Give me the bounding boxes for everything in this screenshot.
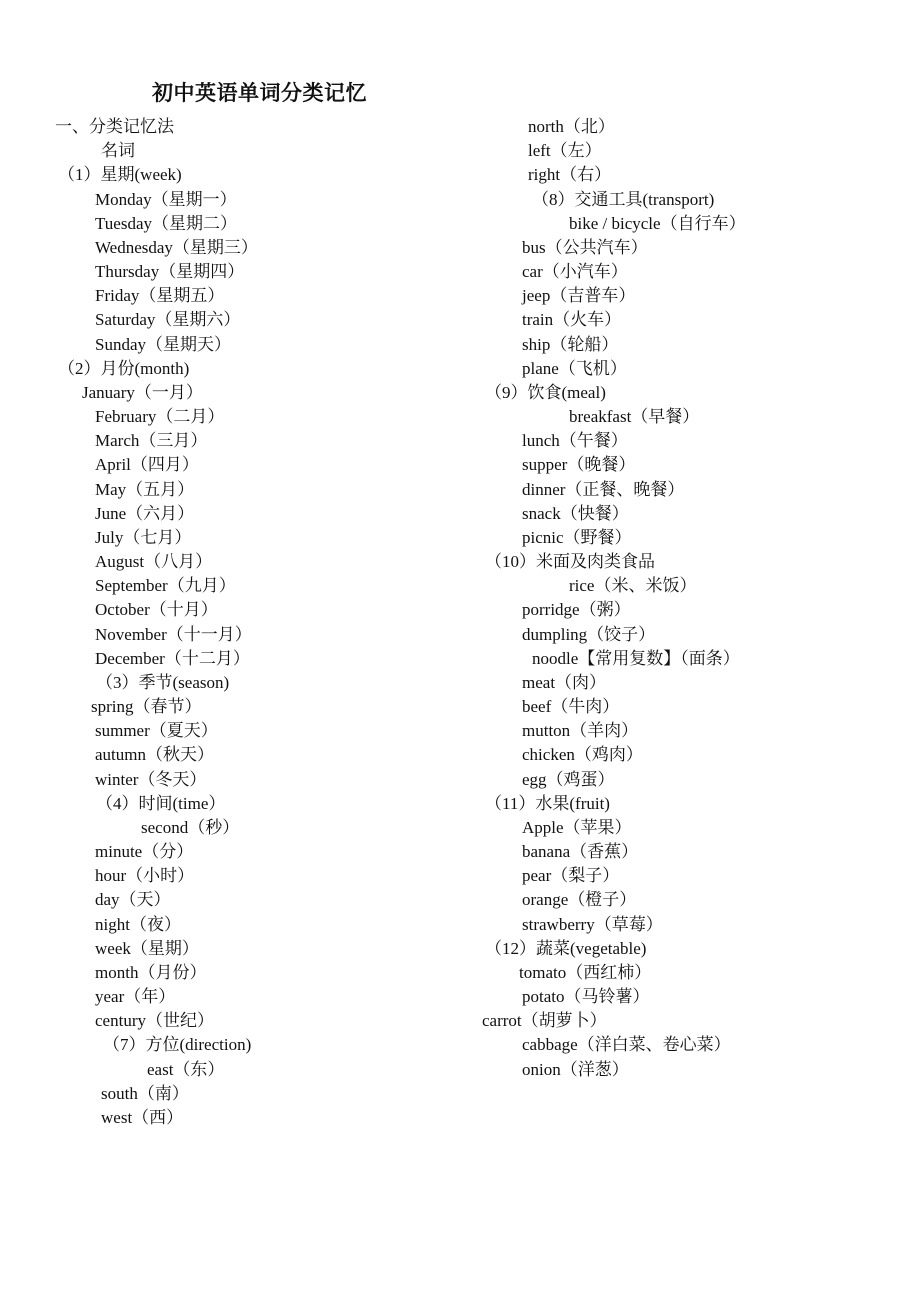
vocab-line: December（十二月） (95, 648, 250, 668)
vocab-line: rice（米、米饭） (569, 576, 697, 596)
vocab-line: potato（马铃薯） (522, 987, 650, 1007)
page-title: 初中英语单词分类记忆 (152, 81, 367, 105)
vocab-line: onion（洋葱） (522, 1059, 629, 1079)
vocab-line: south（南） (101, 1083, 189, 1103)
vocab-line: （9）饮食(meal) (485, 382, 606, 402)
vocab-line: strawberry（草莓） (522, 914, 663, 934)
vocab-line: plane（飞机） (522, 358, 627, 378)
vocab-line: spring（春节） (91, 697, 202, 717)
vocab-line: Sunday（星期天） (95, 334, 231, 354)
vocab-line: beef（牛肉） (522, 697, 620, 717)
vocab-line: hour（小时） (95, 866, 195, 886)
vocab-line: September（九月） (95, 576, 236, 596)
vocab-line: January（一月） (82, 382, 203, 402)
vocab-line: （11）水果(fruit) (485, 793, 610, 813)
vocab-line: car（小汽车） (522, 262, 628, 282)
vocab-line: egg（鸡蛋） (522, 769, 615, 789)
vocab-line: day（天） (95, 890, 171, 910)
vocab-line: picnic（野餐） (522, 527, 632, 547)
vocab-line: （2）月份(month) (58, 358, 190, 378)
vocab-line: lunch（午餐） (522, 431, 628, 451)
vocab-line: Saturday（星期六） (95, 310, 241, 330)
vocab-line: right（右） (528, 165, 612, 185)
vocab-line: left（左） (528, 141, 602, 161)
vocab-line: mutton（羊肉） (522, 721, 639, 741)
vocab-line: breakfast（早餐） (569, 407, 700, 427)
vocab-line: cabbage（洋白菜、卷心菜） (522, 1035, 731, 1055)
vocab-line: carrot（胡萝卜） (482, 1011, 607, 1031)
vocab-line: April（四月） (95, 455, 199, 475)
vocab-line: （1）星期(week) (58, 165, 182, 185)
vocab-line: century（世纪） (95, 1011, 214, 1031)
vocab-line: （12）蔬菜(vegetable) (485, 938, 647, 958)
vocab-line: noodle【常用复数】（面条） (532, 648, 740, 668)
vocab-line: May（五月） (95, 479, 195, 499)
vocab-line: dinner（正餐、晚餐） (522, 479, 685, 499)
vocab-line: jeep（吉普车） (522, 286, 636, 306)
vocab-line: bike / bicycle（自行车） (569, 213, 746, 233)
vocab-line: minute（分） (95, 842, 194, 862)
vocab-line: Thursday（星期四） (95, 262, 245, 282)
vocab-line: pear（梨子） (522, 866, 620, 886)
vocab-line: Tuesday（星期二） (95, 213, 237, 233)
vocab-line: dumpling（饺子） (522, 624, 656, 644)
vocab-line: （3）季节(season) (96, 672, 230, 692)
vocab-line: ship（轮船） (522, 334, 619, 354)
vocab-line: orange（橙子） (522, 890, 637, 910)
vocab-line: second（秒） (141, 817, 240, 837)
vocab-line: year（年） (95, 987, 176, 1007)
vocab-line: August（八月） (95, 552, 213, 572)
vocab-line: （4）时间(time） (96, 793, 226, 813)
vocab-line: winter（冬天） (95, 769, 207, 789)
vocab-line: train（火车） (522, 310, 622, 330)
vocab-line: meat（肉） (522, 672, 607, 692)
vocab-line: Friday（星期五） (95, 286, 225, 306)
vocab-line: Monday（星期一） (95, 189, 237, 209)
vocab-line: June（六月） (95, 503, 195, 523)
vocab-line: autumn（秋天） (95, 745, 214, 765)
vocab-line: （8）交通工具(transport) (532, 189, 715, 209)
vocab-line: north（北） (528, 117, 615, 136)
vocab-line: October（十月） (95, 600, 218, 620)
vocab-line: west（西） (101, 1107, 184, 1127)
vocab-line: （10）米面及肉类食品 (485, 552, 655, 572)
vocab-line: February（二月） (95, 407, 225, 427)
vocab-line: month（月份） (95, 962, 207, 982)
vocab-line: 名词 (101, 141, 135, 161)
vocab-line: porridge（粥） (522, 600, 631, 620)
vocab-line: banana（香蕉） (522, 842, 639, 862)
vocab-line: week（星期） (95, 938, 199, 958)
vocab-line: July（七月） (95, 527, 192, 547)
vocab-line: chicken（鸡肉） (522, 745, 643, 765)
vocab-line: snack（快餐） (522, 503, 629, 523)
vocab-line: November（十一月） (95, 624, 252, 644)
vocab-line: east（东） (147, 1059, 225, 1079)
vocab-line: summer（夏天） (95, 721, 218, 741)
vocab-line: 一、分类记忆法 (55, 117, 174, 136)
vocab-line: （7）方位(direction) (103, 1035, 252, 1055)
vocab-line: Wednesday（星期三） (95, 237, 258, 257)
vocab-line: March（三月） (95, 431, 208, 451)
vocab-line: supper（晚餐） (522, 455, 636, 475)
vocab-line: tomato（西红柿） (519, 962, 652, 982)
vocab-line: night（夜） (95, 914, 181, 934)
vocab-line: bus（公共汽车） (522, 237, 648, 257)
vocab-line: Apple（苹果） (522, 817, 632, 837)
